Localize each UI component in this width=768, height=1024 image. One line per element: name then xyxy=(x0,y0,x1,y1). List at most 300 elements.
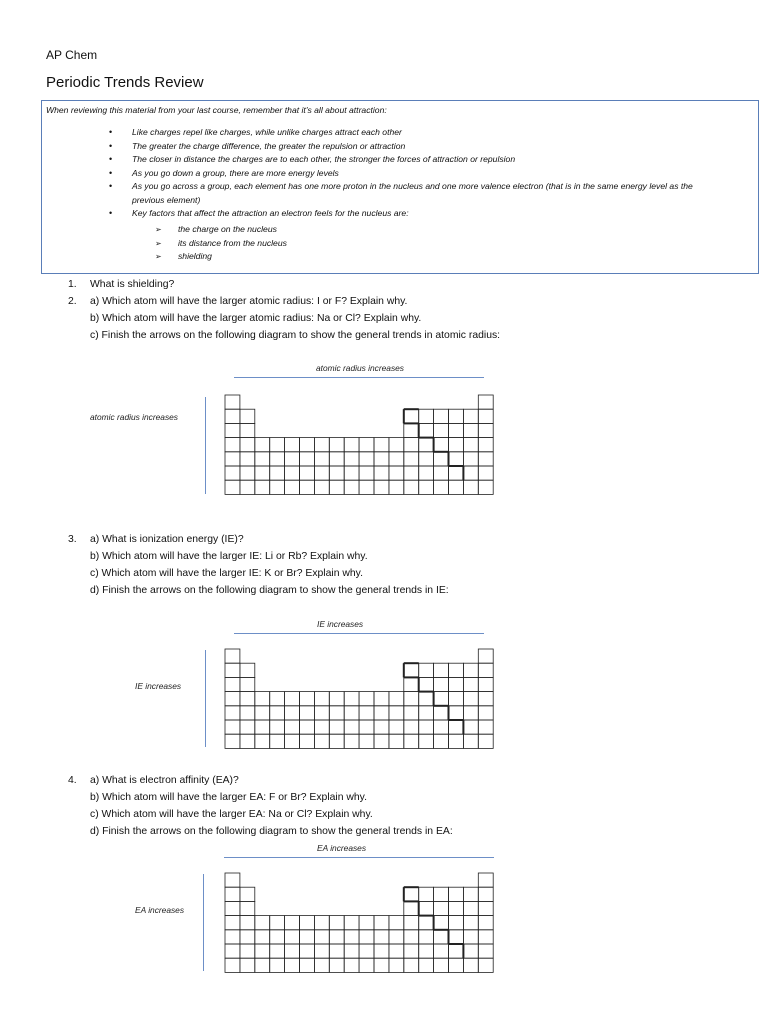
element-cell xyxy=(478,409,493,423)
question-line: c) Which atom will have the larger EA: Na or Cl? Explain why. xyxy=(90,809,373,820)
element-cell xyxy=(404,663,419,677)
element-cell xyxy=(374,452,389,466)
element-cell xyxy=(463,901,478,915)
element-cell xyxy=(314,480,329,494)
element-cell xyxy=(240,663,255,677)
element-cell xyxy=(434,720,449,734)
element-cell xyxy=(463,887,478,901)
element-cell xyxy=(359,944,374,958)
element-cell xyxy=(329,958,344,972)
review-sub-bullet-list xyxy=(42,223,287,264)
element-cell xyxy=(270,916,285,930)
element-cell xyxy=(255,466,270,480)
element-cell xyxy=(285,480,300,494)
element-cell xyxy=(255,734,270,748)
question-number: 4. xyxy=(68,775,77,786)
element-cell xyxy=(374,944,389,958)
element-cell xyxy=(255,692,270,706)
element-cell xyxy=(285,692,300,706)
element-cell xyxy=(359,734,374,748)
element-cell xyxy=(300,466,315,480)
element-cell xyxy=(404,887,419,901)
element-cell xyxy=(374,480,389,494)
element-cell xyxy=(478,706,493,720)
element-cell xyxy=(449,916,464,930)
element-cell xyxy=(419,887,434,901)
element-cell xyxy=(240,734,255,748)
element-cell xyxy=(449,663,464,677)
element-cell xyxy=(434,706,449,720)
element-cell xyxy=(404,438,419,452)
element-cell xyxy=(478,944,493,958)
element-cell xyxy=(374,958,389,972)
element-cell xyxy=(434,677,449,691)
element-cell xyxy=(434,663,449,677)
element-cell xyxy=(389,438,404,452)
element-cell xyxy=(314,944,329,958)
element-cell xyxy=(329,916,344,930)
element-cell xyxy=(449,452,464,466)
element-cell xyxy=(449,944,464,958)
element-cell xyxy=(344,944,359,958)
element-cell xyxy=(270,438,285,452)
element-cell xyxy=(419,901,434,915)
page-title: Periodic Trends Review xyxy=(46,74,204,91)
element-cell xyxy=(270,706,285,720)
arrow-line-vertical xyxy=(203,874,204,971)
element-cell xyxy=(478,720,493,734)
element-cell xyxy=(419,438,434,452)
element-cell xyxy=(449,409,464,423)
element-cell xyxy=(359,706,374,720)
element-cell xyxy=(404,466,419,480)
periodic-table-grid xyxy=(225,395,495,495)
element-cell xyxy=(419,916,434,930)
element-cell xyxy=(389,734,404,748)
element-cell xyxy=(449,930,464,944)
element-cell xyxy=(270,734,285,748)
element-cell xyxy=(300,916,315,930)
review-box xyxy=(41,100,759,274)
question-line: d) Finish the arrows on the following diagram to show the general trends in EA: xyxy=(90,826,453,837)
element-cell xyxy=(419,409,434,423)
element-cell xyxy=(314,916,329,930)
element-cell xyxy=(255,452,270,466)
review-sub-bullet: ➢ its distance from the nucleus xyxy=(42,237,287,251)
element-cell xyxy=(419,452,434,466)
element-cell xyxy=(419,480,434,494)
element-cell xyxy=(240,452,255,466)
element-cell xyxy=(240,720,255,734)
element-cell xyxy=(419,720,434,734)
arrow-line-horizontal xyxy=(234,377,484,378)
element-cell xyxy=(225,916,240,930)
question-line: b) Which atom will have the larger atomic radius: Na or Cl? Explain why. xyxy=(90,313,422,324)
review-intro: When reviewing this material from your last course, remember that it's all about attraction: xyxy=(46,105,387,115)
element-cell xyxy=(300,452,315,466)
element-cell xyxy=(404,423,419,437)
element-cell xyxy=(270,958,285,972)
element-cell xyxy=(329,480,344,494)
element-cell xyxy=(478,466,493,480)
element-cell xyxy=(300,692,315,706)
element-cell xyxy=(240,677,255,691)
question-line: a) What is electron affinity (EA)? xyxy=(90,775,239,786)
element-cell xyxy=(463,423,478,437)
element-cell xyxy=(434,958,449,972)
element-cell xyxy=(478,395,493,409)
element-cell xyxy=(344,452,359,466)
element-cell xyxy=(344,466,359,480)
element-cell xyxy=(463,663,478,677)
element-cell xyxy=(270,720,285,734)
element-cell xyxy=(434,480,449,494)
element-cell xyxy=(225,873,240,887)
element-cell xyxy=(434,409,449,423)
element-cell xyxy=(389,706,404,720)
element-cell xyxy=(225,423,240,437)
element-cell xyxy=(359,466,374,480)
element-cell xyxy=(374,916,389,930)
element-cell xyxy=(240,901,255,915)
element-cell xyxy=(404,930,419,944)
element-cell xyxy=(300,438,315,452)
element-cell xyxy=(389,452,404,466)
element-cell xyxy=(374,466,389,480)
question-line: b) Which atom will have the larger IE: Li or Rb? Explain why. xyxy=(90,551,368,562)
element-cell xyxy=(449,958,464,972)
element-cell xyxy=(419,663,434,677)
element-cell xyxy=(225,706,240,720)
element-cell xyxy=(344,480,359,494)
element-cell xyxy=(285,944,300,958)
element-cell xyxy=(300,720,315,734)
element-cell xyxy=(463,480,478,494)
element-cell xyxy=(404,734,419,748)
element-cell xyxy=(449,423,464,437)
element-cell xyxy=(478,930,493,944)
element-cell xyxy=(314,734,329,748)
question-line: c) Which atom will have the larger IE: K or Br? Explain why. xyxy=(90,568,363,579)
periodic-table-grid xyxy=(225,873,495,973)
element-cell xyxy=(240,466,255,480)
element-cell xyxy=(240,958,255,972)
element-cell xyxy=(419,944,434,958)
element-cell xyxy=(434,901,449,915)
element-cell xyxy=(285,734,300,748)
element-cell xyxy=(404,958,419,972)
element-cell xyxy=(374,438,389,452)
element-cell xyxy=(240,423,255,437)
element-cell xyxy=(419,423,434,437)
element-cell xyxy=(359,958,374,972)
element-cell xyxy=(419,677,434,691)
element-cell xyxy=(389,466,404,480)
element-cell xyxy=(255,438,270,452)
element-cell xyxy=(240,944,255,958)
element-cell xyxy=(389,480,404,494)
element-cell xyxy=(404,706,419,720)
element-cell xyxy=(463,438,478,452)
element-cell xyxy=(240,916,255,930)
element-cell xyxy=(478,887,493,901)
element-cell xyxy=(389,958,404,972)
element-cell xyxy=(225,395,240,409)
element-cell xyxy=(404,692,419,706)
arrow-line-horizontal xyxy=(224,857,494,858)
element-cell xyxy=(314,452,329,466)
element-cell xyxy=(449,901,464,915)
element-cell xyxy=(285,720,300,734)
review-sub-bullet: ➢ the charge on the nucleus xyxy=(42,223,287,237)
element-cell xyxy=(300,930,315,944)
element-cell xyxy=(314,720,329,734)
element-cell xyxy=(225,887,240,901)
element-cell xyxy=(478,677,493,691)
element-cell xyxy=(225,720,240,734)
element-cell xyxy=(225,901,240,915)
element-cell xyxy=(478,873,493,887)
element-cell xyxy=(478,901,493,915)
element-cell xyxy=(240,706,255,720)
element-cell xyxy=(270,944,285,958)
element-cell xyxy=(314,438,329,452)
element-cell xyxy=(225,734,240,748)
element-cell xyxy=(419,466,434,480)
element-cell xyxy=(374,930,389,944)
question-line: a) What is ionization energy (IE)? xyxy=(90,534,244,545)
element-cell xyxy=(225,677,240,691)
element-cell xyxy=(434,734,449,748)
element-cell xyxy=(359,930,374,944)
element-cell xyxy=(463,958,478,972)
element-cell xyxy=(285,930,300,944)
question-line: d) Finish the arrows on the following diagram to show the general trends in IE: xyxy=(90,585,449,596)
element-cell xyxy=(404,452,419,466)
element-cell xyxy=(240,692,255,706)
element-cell xyxy=(419,692,434,706)
element-cell xyxy=(359,480,374,494)
diagram-side-label: IE increases xyxy=(135,681,182,691)
element-cell xyxy=(404,677,419,691)
element-cell xyxy=(389,692,404,706)
diagram-top-label: EA increases xyxy=(317,843,367,853)
element-cell xyxy=(478,734,493,748)
element-cell xyxy=(449,692,464,706)
arrow-line-vertical xyxy=(205,650,206,747)
element-cell xyxy=(478,480,493,494)
element-cell xyxy=(463,409,478,423)
element-cell xyxy=(478,916,493,930)
element-cell xyxy=(300,958,315,972)
review-bullet-list xyxy=(42,126,760,221)
diagram-top-label: IE increases xyxy=(317,619,364,629)
element-cell xyxy=(478,663,493,677)
element-cell xyxy=(314,692,329,706)
element-cell xyxy=(300,480,315,494)
element-cell xyxy=(225,663,240,677)
review-bullet: • Key factors that affect the attraction an electron feels for the nucleus are: xyxy=(42,207,760,221)
element-cell xyxy=(389,930,404,944)
element-cell xyxy=(434,423,449,437)
diagram-side-label: atomic radius increases xyxy=(90,412,178,422)
element-cell xyxy=(314,466,329,480)
element-cell xyxy=(419,958,434,972)
question-number: 1. xyxy=(68,279,77,290)
element-cell xyxy=(270,692,285,706)
course-name: AP Chem xyxy=(46,48,98,62)
element-cell xyxy=(240,930,255,944)
element-cell xyxy=(255,480,270,494)
element-cell xyxy=(329,466,344,480)
element-cell xyxy=(389,916,404,930)
element-cell xyxy=(374,734,389,748)
element-cell xyxy=(344,734,359,748)
element-cell xyxy=(449,677,464,691)
element-cell xyxy=(225,649,240,663)
element-cell xyxy=(240,438,255,452)
element-cell xyxy=(389,720,404,734)
element-cell xyxy=(463,452,478,466)
element-cell xyxy=(374,706,389,720)
element-cell xyxy=(285,466,300,480)
element-cell xyxy=(404,480,419,494)
element-cell xyxy=(463,466,478,480)
arrow-line-horizontal xyxy=(234,633,484,634)
element-cell xyxy=(478,452,493,466)
element-cell xyxy=(225,692,240,706)
element-cell xyxy=(359,438,374,452)
element-cell xyxy=(359,916,374,930)
element-cell xyxy=(434,916,449,930)
element-cell xyxy=(225,944,240,958)
element-cell xyxy=(314,958,329,972)
element-cell xyxy=(285,916,300,930)
question-number: 2. xyxy=(68,296,77,307)
element-cell xyxy=(270,930,285,944)
element-cell xyxy=(404,944,419,958)
element-cell xyxy=(374,720,389,734)
element-cell xyxy=(434,887,449,901)
element-cell xyxy=(225,438,240,452)
element-cell xyxy=(449,706,464,720)
element-cell xyxy=(463,692,478,706)
element-cell xyxy=(329,692,344,706)
element-cell xyxy=(478,438,493,452)
element-cell xyxy=(300,944,315,958)
question-line: b) Which atom will have the larger EA: F or Br? Explain why. xyxy=(90,792,367,803)
element-cell xyxy=(404,409,419,423)
element-cell xyxy=(434,944,449,958)
element-cell xyxy=(285,958,300,972)
element-cell xyxy=(449,734,464,748)
periodic-table-grid xyxy=(225,649,495,749)
element-cell xyxy=(389,944,404,958)
element-cell xyxy=(344,720,359,734)
element-cell xyxy=(240,409,255,423)
element-cell xyxy=(255,916,270,930)
review-bullet: • The greater the charge difference, the greater the repulsion or attraction xyxy=(42,140,760,154)
element-cell xyxy=(434,692,449,706)
element-cell xyxy=(344,958,359,972)
element-cell xyxy=(434,438,449,452)
element-cell xyxy=(449,480,464,494)
element-cell xyxy=(478,958,493,972)
element-cell xyxy=(314,930,329,944)
element-cell xyxy=(463,706,478,720)
element-cell xyxy=(419,734,434,748)
element-cell xyxy=(329,930,344,944)
element-cell xyxy=(270,480,285,494)
element-cell xyxy=(255,720,270,734)
element-cell xyxy=(329,944,344,958)
element-cell xyxy=(463,720,478,734)
element-cell xyxy=(329,720,344,734)
element-cell xyxy=(478,423,493,437)
element-cell xyxy=(463,916,478,930)
element-cell xyxy=(329,734,344,748)
element-cell xyxy=(419,930,434,944)
element-cell xyxy=(463,930,478,944)
element-cell xyxy=(240,480,255,494)
element-cell xyxy=(359,452,374,466)
element-cell xyxy=(285,438,300,452)
element-cell xyxy=(329,452,344,466)
element-cell xyxy=(463,944,478,958)
element-cell xyxy=(463,734,478,748)
element-cell xyxy=(300,734,315,748)
element-cell xyxy=(300,706,315,720)
element-cell xyxy=(240,887,255,901)
element-cell xyxy=(404,916,419,930)
element-cell xyxy=(359,720,374,734)
element-cell xyxy=(449,887,464,901)
element-cell xyxy=(434,930,449,944)
question-line: What is shielding? xyxy=(90,279,175,290)
element-cell xyxy=(255,944,270,958)
review-bullet: • Like charges repel like charges, while unlike charges attract each other xyxy=(42,126,760,140)
element-cell xyxy=(434,452,449,466)
diagram-side-label: EA increases xyxy=(135,905,185,915)
element-cell xyxy=(255,958,270,972)
element-cell xyxy=(225,409,240,423)
diagram-top-label: atomic radius increases xyxy=(316,363,404,373)
question-line: c) Finish the arrows on the following diagram to show the general trends in atomic radius: xyxy=(90,330,501,341)
element-cell xyxy=(270,452,285,466)
element-cell xyxy=(225,452,240,466)
element-cell xyxy=(404,901,419,915)
element-cell xyxy=(449,466,464,480)
element-cell xyxy=(255,706,270,720)
element-cell xyxy=(225,930,240,944)
element-cell xyxy=(329,438,344,452)
element-cell xyxy=(329,706,344,720)
review-bullet: • The closer in distance the charges are to each other, the stronger the forces of attraction or repulsion xyxy=(42,153,760,167)
element-cell xyxy=(478,649,493,663)
arrow-line-vertical xyxy=(205,397,206,494)
element-cell xyxy=(270,466,285,480)
element-cell xyxy=(463,677,478,691)
element-cell xyxy=(449,720,464,734)
element-cell xyxy=(314,706,329,720)
element-cell xyxy=(344,706,359,720)
element-cell xyxy=(449,438,464,452)
element-cell xyxy=(434,466,449,480)
element-cell xyxy=(344,916,359,930)
element-cell xyxy=(285,452,300,466)
element-cell xyxy=(285,706,300,720)
element-cell xyxy=(255,930,270,944)
